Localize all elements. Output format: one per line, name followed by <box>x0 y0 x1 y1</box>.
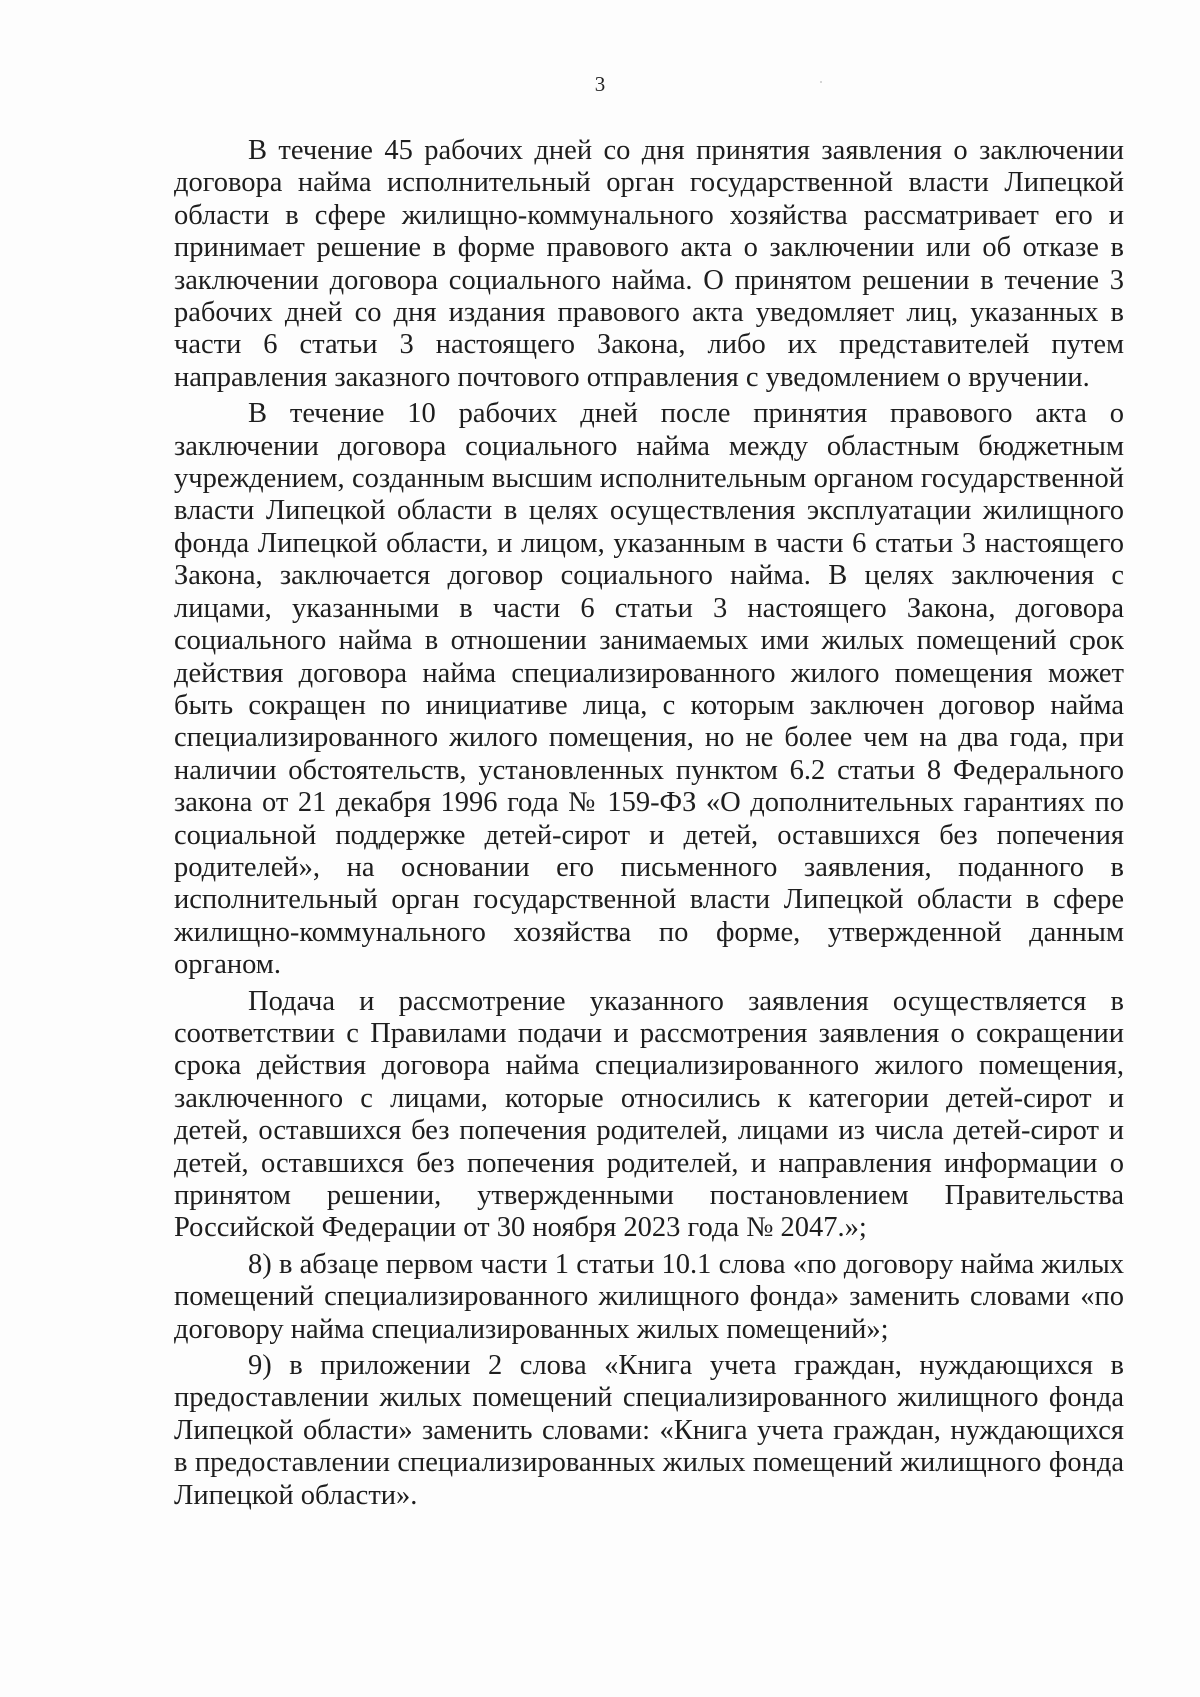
paragraph-amendment-8: 8) в абзаце первом части 1 статьи 10.1 слова «по договору найма жилых помещений специализированного жилищного фонда» заменить словами «по договору найма специализированных жилых помещений»; <box>174 1248 1124 1345</box>
document-body <box>174 135 1124 1516</box>
page-number: 3 <box>594 72 606 96</box>
paragraph-amendment-9: 9) в приложении 2 слова «Книга учета граждан, нуждающихся в предоставлении жилых помещений специализированного жилищного фонда Липецкой области» заменить словами: «Книга учета граждан, нуждающихся в предоставлении специализированных жилых помещений жилищного фонда Липецкой области». <box>174 1350 1124 1511</box>
scan-speck <box>820 81 822 83</box>
paragraph-application-procedure: Подача и рассмотрение указанного заявления осуществляется в соответствии с Правилами подачи и рассмотрения заявления о сокращении срока действия договора найма специализированного жилого помещения, заключенного с лицами, которые относились к категории детей-сирот и детей, оставшихся без попечения родителей, лицами из числа детей-сирот и детей, оставшихся без попечения родителей, и направления информации о принятом решении, утвержденными постановлением Правительства Российской Федерации от 30 ноября 2023 года № 2047.»; <box>174 985 1124 1244</box>
paragraph-review-period: В течение 45 рабочих дней со дня принятия заявления о заключении договора найма исполнительный орган государственной власти Липецкой области в сфере жилищно-коммунального хозяйства рассматривает его и принимает решение в форме правового акта о заключении или об отказе в заключении договора социального найма. О принятом решении в течение 3 рабочих дней со дня издания правового акта уведомляет лиц, указанных в части 6 статьи 3 настоящего Закона, либо их представителей путем направления заказного почтового отправления с уведомлением о вручении. <box>174 135 1124 393</box>
paragraph-contract-conclusion: В течение 10 рабочих дней после принятия правового акта о заключении договора социального найма между областным бюджетным учреждением, созданным высшим исполнительным органом государственной власти Липецкой области в целях осуществления эксплуатации жилищного фонда Липецкой области, и лицом, указанным в части 6 статьи 3 настоящего Закона, заключается договор социального найма. В целях заключения с лицами, указанными в части 6 статьи 3 настоящего Закона, договора социального найма в отношении занимаемых ими жилых помещений срок действия договора найма специализированного жилого помещения может быть сокращен по инициативе лица, с которым заключен договор найма специализированного жилого помещения, но не более чем на два года, при наличии обстоятельств, установленных пунктом 6.2 статьи 8 Федерального закона от 21 декабря 1996 года № 159-ФЗ «О дополнительных гарантиях по социальной поддержке детей-сирот и детей, оставшихся без попечения родителей», на основании его письменного заявления, поданного в исполнительный орган государственной власти Липецкой области в сфере жилищно-коммунального хозяйства по форме, утвержденной данным органом. <box>174 398 1124 981</box>
